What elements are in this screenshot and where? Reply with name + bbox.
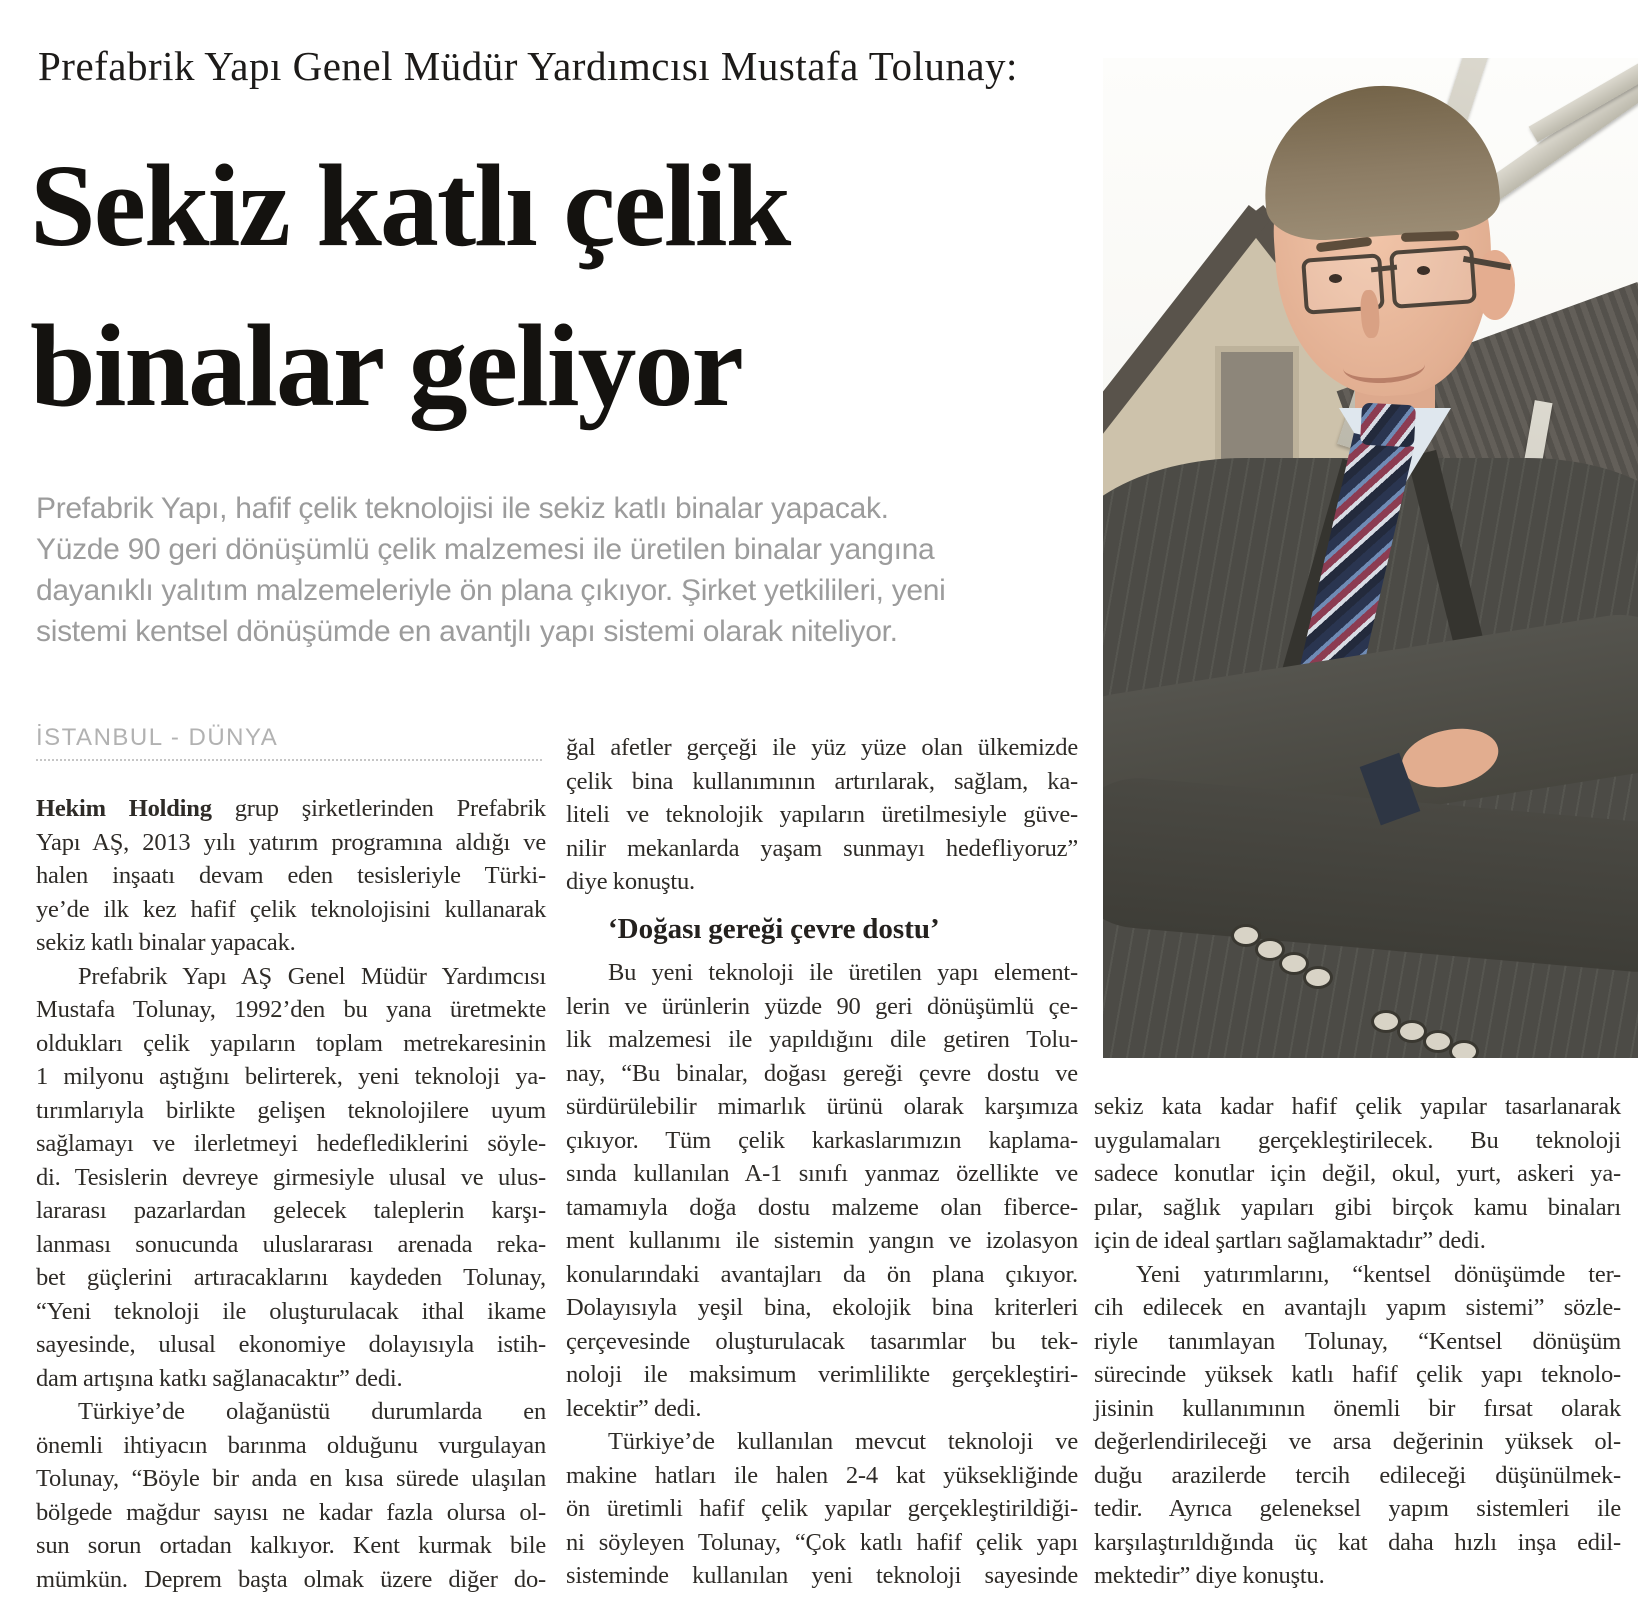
body-line: diye konuştu. — [566, 868, 695, 895]
body-line: mümkün. Deprem başta olmak üzere diğer do- — [36, 1565, 546, 1593]
body-line — [36, 792, 546, 826]
body-line: lerin ve ürünlerin yüzde 90 geri dönüşümlü çe- — [566, 992, 1078, 1020]
body-line: dayanıklı yalıtım malzemeleriyle ön plana çıkıyor. Şirket yetkilileri, yeni — [36, 574, 946, 607]
body-line: önemli ihtiyacın barınma olduğunu vurgulayan — [36, 1431, 546, 1459]
body-line: Bu yeni teknoloji ile üretilen yapı element- — [608, 959, 1078, 986]
body-line: sekiz kata kadar hafif çelik yapılar tasarlanarak — [1094, 1093, 1621, 1120]
body-line: Prefabrik Yapı, hafif çelik teknolojisi ile sekiz katlı binalar yapacak. — [36, 492, 889, 525]
body-line: sağlamayı ve ilerletmeyi hedeflediklerini söyle- — [36, 1130, 546, 1157]
body-line: sürecinde yüksek katlı hafif çelik yapı teknolo- — [1094, 1361, 1621, 1388]
headline-line-1: Sekiz katlı çelik — [30, 140, 790, 271]
body-line: uygulamaları gerçekleştirilecek. Bu teknoloji — [1094, 1126, 1621, 1154]
body-line: için de ideal şartları sağlamaktadır” dedi. — [1094, 1227, 1486, 1254]
photo-eye — [1417, 266, 1430, 275]
body-line: makine hatları ile halen 2-4 kat yüksekliğinde — [566, 1461, 1078, 1489]
body-line: Yeni yatırımlarını, “kentsel dönüşümde ter- — [1136, 1260, 1621, 1288]
body-line: sekiz katlı binalar yapacak. — [36, 929, 296, 956]
body-line: liteli ve teknolojik yapıların üretilmesiyle güve- — [566, 801, 1078, 828]
kicker: Prefabrik Yapı Genel Müdür Yardımcısı Mustafa Tolunay: — [38, 43, 1018, 89]
body-line: mektedir” diye konuştu. — [1094, 1562, 1325, 1589]
body-line: karşılaştırıldığında üç kat daha hızlı inşa edil- — [1094, 1528, 1621, 1556]
photo-sleeve-button — [1449, 1040, 1479, 1058]
body-line: duğu arazilerde tercih edileceği düşünülmek- — [1094, 1461, 1621, 1489]
body-line: sistemi kentsel dönüşümde en avantjlı yapı sistemi olarak niteliyor. — [36, 615, 898, 648]
body-line: lararası pazarlardan gelecek taleplerin karşı- — [36, 1197, 546, 1224]
body-line: pılar, sağlık yapıları gibi birçok kamu binaları — [1094, 1193, 1621, 1221]
photo-glasses-right-lens — [1389, 245, 1477, 309]
body-line: sun sorun ortadan kalkıyor. Kent kurmak bile — [36, 1532, 546, 1559]
body-line: ğal afetler gerçeği ile yüz yüze olan ülkemizde — [566, 734, 1078, 761]
body-line: ni söyleyen Tolunay, “Çok katlı hafif çelik yapı — [566, 1528, 1078, 1556]
body-line: Prefabrik Yapı AŞ Genel Müdür Yardımcısı — [78, 962, 546, 990]
body-line: Mustafa Tolunay, 1992’den bu yana üretmekte — [36, 996, 546, 1023]
body-line: bet güçlerini artıracaklarını kaydeden Tolunay, — [36, 1264, 546, 1291]
body-line: cih edilecek en avantajlı yapım sistemi” sözle- — [1094, 1294, 1621, 1321]
body-line-rest: grup şirketlerinden Prefabrik — [211, 795, 546, 822]
subhead-dogasi-geregi-cevre-dostu: ‘Doğası gereği çevre dostu’ — [608, 912, 940, 945]
body-line: sadece konutlar için değil, okul, yurt, askeri ya- — [1094, 1160, 1621, 1187]
body-line: çelik bina kullanımının artırılarak, sağlam, ka- — [566, 767, 1078, 795]
body-line: sayesinde, ulusal ekonomiye dolayısıyla istih- — [36, 1331, 546, 1358]
body-line: konularındaki avantajları da ön plana çıkıyor. — [566, 1260, 1078, 1288]
body-line: bölgede mağdur sayısı ne kadar fazla olursa ol- — [36, 1498, 546, 1526]
headline-line-2: binalar geliyor — [30, 300, 742, 431]
body-line: Tolunay, “Böyle bir anda en kısa sürede ulaşılan — [36, 1465, 546, 1492]
body-line: nay, “Bu binalar, doğası gereği çevre dostu ve — [566, 1059, 1078, 1087]
body-line: lik malzemesi ile yapıldığını dile getiren Tolu- — [566, 1026, 1078, 1053]
photo-eye — [1329, 274, 1342, 283]
headline — [30, 126, 789, 446]
body-line: lecektir” dedi. — [566, 1394, 702, 1422]
body-line: nilir mekanlarda yaşam sunmayı hedefliyoruz” — [566, 834, 1078, 862]
article-column-3 — [1094, 1090, 1621, 1593]
body-line: değerlendirileceği ve arsa değerinin yüksek ol- — [1094, 1428, 1621, 1455]
photo-mustafa-tolunay — [1103, 58, 1638, 1058]
body-line: sürdürülebilir mimarlık ürünü olarak karşımıza — [566, 1093, 1078, 1120]
body-line: noloji ile maksimum verimlilikte gerçekleştiri- — [566, 1361, 1078, 1388]
body-line: Dolayısıyla yeşil bina, ekolojik bina kriterleri — [566, 1294, 1078, 1321]
body-line: Türkiye’de kullanılan mevcut teknoloji ve — [608, 1428, 1078, 1455]
dateline: İSTANBUL - DÜNYA — [36, 724, 542, 761]
body-line: dam artışına katkı sağlanacaktır” dedi. — [36, 1364, 403, 1392]
body-line: tırımlarıyla birlikte gelişen teknolojilere uyum — [36, 1096, 546, 1124]
standfirst — [36, 488, 1071, 652]
body-line: halen inşaatı devam eden tesisleriyle Türki- — [36, 862, 546, 889]
bold-lead-hekim-holding: Hekim Holding — [36, 795, 212, 822]
body-line: “Yeni teknoloji ile oluşturulacak ithal ikame — [36, 1297, 546, 1325]
body-line: ye’de ilk kez hafif çelik teknolojisini kullanarak — [36, 895, 546, 923]
body-line: Yapı AŞ, 2013 yılı yatırım programına aldığı ve — [36, 828, 546, 856]
body-line: ön üretimli hafif çelik yapılar gerçekleştirildiği- — [566, 1495, 1078, 1522]
article-column-2 — [566, 731, 1078, 1593]
body-line: ment kullanımı ile sistemin yangın ve izolasyon — [566, 1227, 1078, 1254]
body-line: riyle tanımlayan Tolunay, “Kentsel dönüşüm — [1094, 1327, 1621, 1355]
photo-sleeve-button — [1303, 966, 1333, 989]
body-line: Türkiye’de olağanüstü durumlarda en — [78, 1398, 546, 1425]
article-column-1 — [36, 792, 546, 1596]
body-line: oldukları çelik yapıların toplam metrekaresinin — [36, 1029, 546, 1057]
body-line: jisinin kullanımının önemli bir fırsat olarak — [1094, 1394, 1621, 1422]
body-line: tedir. Ayrıca geleneksel yapım sistemleri ile — [1094, 1495, 1621, 1522]
body-line: çerçevesinde oluşturulacak tasarımlar bu tek- — [566, 1327, 1078, 1355]
body-line: 1 milyonu aştığını belirterek, yeni teknoloji ya- — [36, 1063, 546, 1090]
body-line: tamamıyla doğa dostu malzeme olan fiberce- — [566, 1193, 1078, 1221]
body-line: çıkıyor. Tüm çelik karkaslarımızın kaplama- — [566, 1126, 1078, 1154]
photo-gable-window — [1215, 346, 1299, 468]
body-line: sisteminde kullanılan yeni teknoloji sayesinde — [566, 1562, 1078, 1589]
body-line: Yüzde 90 geri dönüşümlü çelik malzemesi ile üretilen binalar yangına — [36, 533, 935, 566]
body-line: lanması sonucunda uluslararası arenada reka- — [36, 1230, 546, 1258]
body-line: di. Tesislerin devreye girmesiyle ulusal ve ulus- — [36, 1163, 546, 1191]
photo-tie-knot — [1360, 403, 1416, 448]
body-line: sında kullanılan A-1 sınıfı yanmaz özellikte ve — [566, 1160, 1078, 1187]
